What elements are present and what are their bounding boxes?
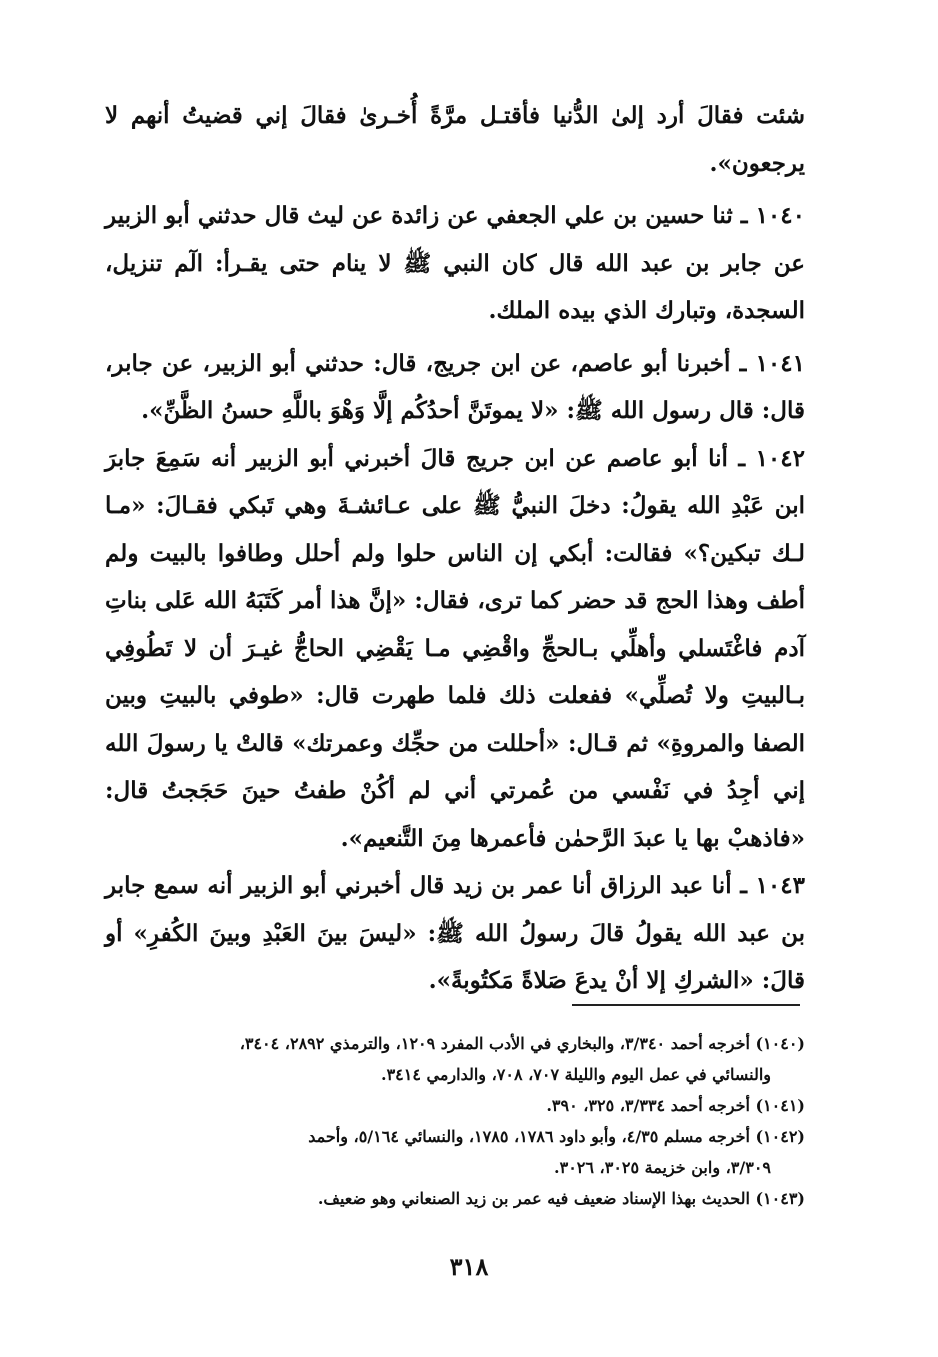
footnote-1043 <box>105 1183 805 1214</box>
footnote-1042-continuation: ٣/٣٠٩، وابن خزيمة ٣٠٢٥، ٣٠٢٦. <box>554 1158 771 1177</box>
footnote-divider <box>572 1004 800 1006</box>
page-number: ٣١٨ <box>449 1252 489 1281</box>
hadith-paragraph-1041: ١٠٤١ ـ أخبرنا أبو عاصم، عن ابن جريج، قال: حدثني أبو الزبير، عن جابر، قال: قال رسول الله ﷺ: «لا يموتَنَّ أحدُكُم إلَّا وَهْوَ باللَّهِ حسنُ الظَّنِّ». <box>105 349 805 424</box>
footnote-1040-continuation: والنسائي في عمل اليوم والليلة ٧٠٧، ٧٠٨، والدارمي ٣٤١٤. <box>380 1065 771 1084</box>
footnote-1040 <box>105 1028 805 1090</box>
footnote-1042-text: (١٠٤٢) أخرجه مسلم ٤/٣٥، وأبو داود ١٧٨٦، ١٧٨٥، والنسائي ٥/١٦٤، وأحمد <box>308 1127 805 1146</box>
footnote-1041-text: (١٠٤١) أخرجه أحمد ٣/٣٣٤، ٣٢٥، ٣٩٠. <box>546 1096 805 1115</box>
hadith-paragraph-continuation: شئت فقالَ أرد إلىٰ الدُّنيا فأقتـل مرَّةً أُخـرىٰ فقالَ إني قضيتُ أنهم لا يرجعون». <box>105 102 805 177</box>
footnote-1041 <box>105 1090 805 1121</box>
hadith-paragraph-1040: ١٠٤٠ ـ ثنا حسين بن علي الجعفي عن زائدة عن ليث قال حدثني أبو الزبير عن جابر بن عبد الله قال كان النبي ﷺ لا ينام حتى يقـرأ: الٓم تنزيل، السجدة، وتبارك الذي بيده الملك. <box>105 202 805 324</box>
footnotes-block <box>105 1028 805 1214</box>
main-text-block <box>105 92 805 1005</box>
footnote-1042 <box>105 1121 805 1183</box>
hadith-paragraph-1043: ١٠٤٣ ـ أنا عبد الرزاق أنا عمر بن زيد قال أخبرني أبو الزبير أنه سمع جابر بن عبد الله يقولُ قالَ رسولُ الله ﷺ: «ليسَ بينَ العَبْدِ وبينَ الكُفرِ» أو قالَ: «الشركِ إلا أنْ يدعَ صَلاةً مَكتُوبةً». <box>105 872 805 994</box>
footnote-1040-text: (١٠٤٠) أخرجه أحمد ٣/٣٤٠، والبخاري في الأدب المفرد ١٢٠٩، والترمذي ٢٨٩٢، ٣٤٠٤، <box>239 1034 805 1053</box>
hadith-paragraph-1042: ١٠٤٢ ـ أنا أبو عاصم عن ابن جريج قالَ أخبرني أبو الزبير أنه سَمِعَ جابرَ ابن عَبْدِ الله يقولُ: دخلَ النبيُّ ﷺ على عـائشـةَ وهي تَبكي فقـالَ: «مـا لـك تبكين؟» فقالت: أبكي إن الناس حلوا ولم أحلل وطافوا بالبيت ولم أطف وهذا الحج قد حضر كما ترى، فقال: «إنَّ هذا أمر كَتَبَهُ الله عَلى بناتِ آدم فاغْتَسلي وأهلِّي بـالحجِّ واقْضِي مـا يَقْضِي الحاجُّ غيـرَ أن لا تَطُوفِي بـالبيتِ ولا تُصلِّي» ففعلت ذلك فلما طهرت قال: «طوفي بالبيتِ وبين الصفا والمروةِ» ثم قـال: «أحللت من حجِّك وعمرتك» قالتْ يا رسولَ الله إني أجِدُ في نَفْسي من عُمرتي أني لم أكُنْ طفتُ حينَ حَجَجتُ قال: «فاذهبْ بها يا عبدَ الرَّحمٰن فأعمرها مِنَ التَّنعيم». <box>105 444 805 852</box>
footnote-1043-text: (١٠٤٣) الحديث بهذا الإسناد ضعيف فيه عمر بن زيد الصنعاني وهو ضعيف. <box>317 1189 805 1208</box>
